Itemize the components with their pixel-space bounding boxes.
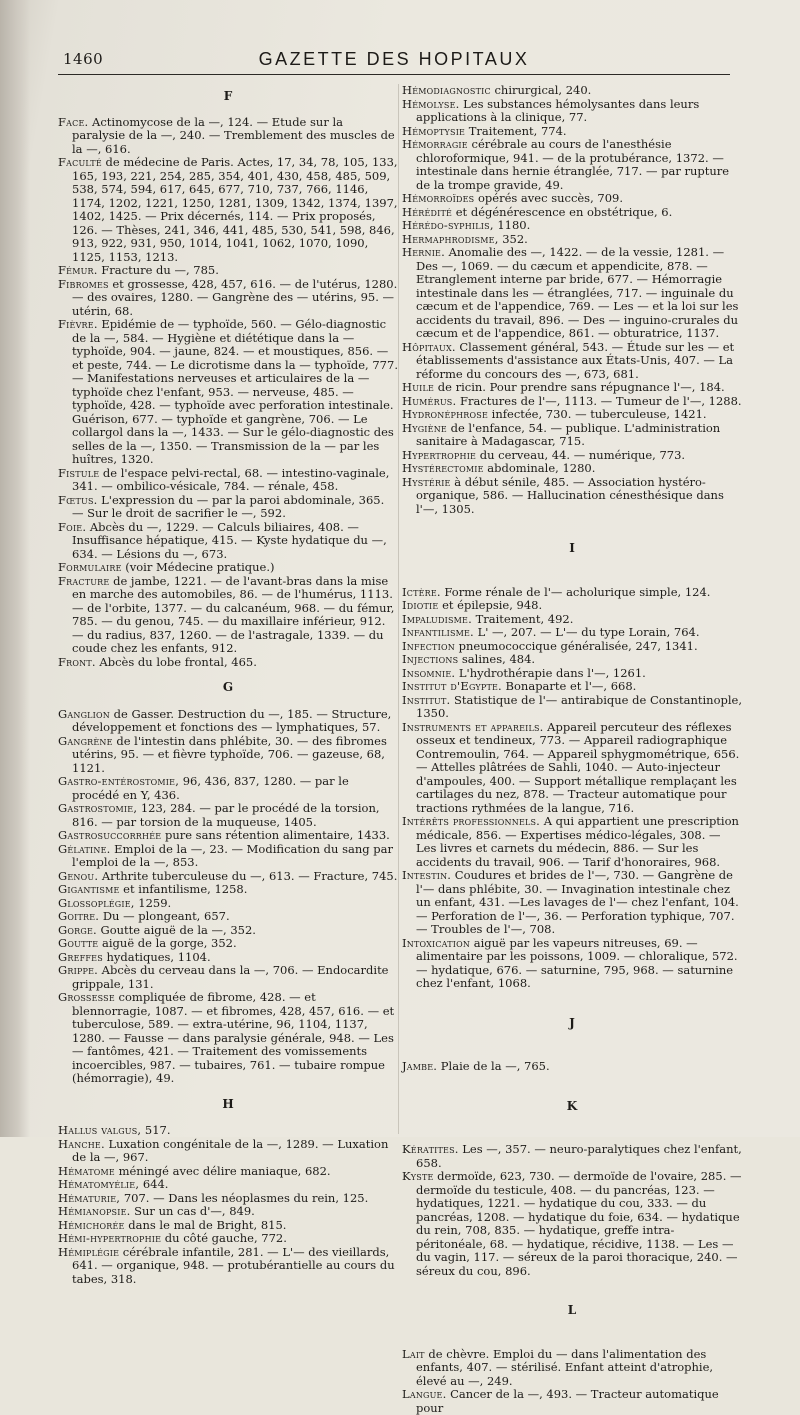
index-term: Foie. — [58, 519, 87, 534]
index-entry — [402, 422, 742, 449]
index-references: et grossesse, 428, 457, 616. — de l'utérus, 1280. — des ovaires, 1280. — Gangrène des — utérins, 95. — utérin, 68. — [72, 276, 398, 318]
index-entry — [402, 1170, 742, 1278]
index-references: chirurgical, 240. — [490, 83, 592, 97]
index-entry — [402, 680, 742, 694]
index-term: Fœtus. — [58, 492, 98, 507]
index-term: Hémi-hypertrophie — [58, 1231, 162, 1245]
index-term: Hémianopsie. — [58, 1204, 131, 1218]
index-references: cérébrale infantile, 281. — L'— des vieillards, 641. — organique, 948. — protubérantielle au cours du tabes, 318. — [72, 1244, 395, 1286]
index-entry — [58, 802, 398, 829]
index-term: Infantilisme. — [402, 625, 474, 639]
index-term: Ictère. — [402, 584, 441, 599]
index-references: Les —, 357. — neuro-paralytiques chez l'enfant, 658. — [416, 1142, 742, 1170]
index-references: Traitement, 774. — [465, 123, 567, 138]
index-references: dans le mal de Bright, 815. — [124, 1217, 287, 1232]
index-term: Hémorroïdes — [402, 191, 475, 205]
index-references: de jambe, 1221. — de l'avant-bras dans la mise en marche des automobiles, 86. — de l'humérus, 1113. — de l'orbite, 1377. — du calcanéum, 968. — du fémur, 785. — du genou, 745. — du maxillaire inférieur, 912. — du radius, 837, 1260. — de l'astragale, 1339. — du coude chez les enfants, 912. — [72, 573, 395, 655]
index-term: Fistule — [58, 465, 100, 480]
index-references: Goutte aiguë de la —, 352. — [96, 922, 256, 937]
index-term: Hémorragie — [402, 137, 468, 151]
index-references: et infantilisme, 1258. — [119, 882, 248, 896]
index-references: dermoïde, 623, 730. — dermoïde de l'ovaire, 285. — dermoïde du testicule, 408. — du pancréas, 123. — hydatiques, 1221. — hydatique du cou, 333. — du pancréas, 1208. — hydatique du foie, 634. — hydatique du rein, 708, 835. — hydatique, greffe intra-péritonéale, 68. — hydatique, récidive, 1138. — Les — du vagin, 117. — séreux de la paroi thoracique, 240. — séreux du cou, 896. — [416, 1169, 742, 1278]
index-term: Hémiplégie — [58, 1244, 120, 1259]
index-term: Grossesse — [58, 990, 115, 1004]
index-entry — [402, 721, 742, 816]
index-term: Hystérie — [402, 474, 451, 489]
index-entry — [58, 964, 398, 991]
index-references: Bonaparte et l'—, 668. — [501, 679, 637, 693]
section-letter: G — [222, 680, 234, 694]
index-references: méningé avec délire maniaque, 682. — [114, 1163, 331, 1178]
section-letter: J — [569, 1015, 575, 1030]
index-term: Front. — [58, 654, 96, 669]
index-entry — [58, 991, 398, 1086]
index-term: Intestin. — [402, 868, 452, 882]
index-term: Gigantisme — [58, 882, 120, 896]
index-references: de ricin. Pour prendre sans répugnance l'—, 184. — [434, 380, 725, 394]
index-references: de l'espace pelvi-rectal, 68. — intestino-vaginale, 341. — ombilico-vésicale, 784. — rénale, 458. — [72, 465, 390, 493]
index-entry — [58, 116, 398, 157]
index-references: 123, 284. — par le procédé de la torsion, 816. — par torsion de la muqueuse, 1405. — [72, 801, 380, 829]
index-term: Injections — [402, 652, 459, 666]
index-term: Jambe. — [402, 1059, 438, 1073]
index-references: 1180. — [493, 218, 531, 232]
index-entry — [402, 599, 742, 613]
index-term: Gastro-entérostomie, — [58, 774, 180, 788]
index-term: Hygiène — [402, 420, 447, 435]
running-title: GAZETTE DES HOPITAUX — [258, 49, 530, 69]
index-entry — [402, 408, 742, 422]
index-term: Hydronéphrose — [402, 407, 489, 421]
index-references: compliquée de fibrome, 428. — et blennorragie, 1087. — et fibromes, 428, 457, 616. — et tuberculose, 589. — extra-utérine, 96, 1104, 1137, 1280. — Fausse — dans paralysie générale, 948. — Les — fantômes, 421. — Traitement des vomissements incoercibles, 987. — tubaires, 761. — tubaire rompue (hémorragie), 49. — [72, 990, 395, 1085]
index-entry — [402, 815, 742, 869]
index-references: Les substances hémolysantes dans leurs applications à la clinique, 77. — [416, 96, 700, 124]
index-term: Humérus. — [402, 393, 457, 408]
index-entry — [58, 278, 398, 319]
index-column-right — [402, 84, 742, 1415]
index-term: Hématurie, — [58, 1190, 121, 1205]
index-references: Emploi de la —, 23. — Modification du sang par l'emploi de la —, 853. — [72, 841, 393, 869]
index-references: Appareil percuteur des réflexes osseux et tendineux, 773. — Appareil radiographique Contremoulin, 764. — Appareil sphygmométrique, 656. — Attelles plâtrées de Sahli, 1040. — Auto-injecteur d'ampoules, 400. — Support métallique remplaçant les cartilages du nez, 878. — Tracteur automatique pour tractions rythmées de la langue, 716. — [416, 719, 740, 815]
index-term: Hérédo-syphilis, — [402, 218, 494, 232]
index-entry — [58, 910, 398, 924]
index-references: de l'enfance, 54. — publique. L'administration sanitaire à Madagascar, 715. — [416, 420, 721, 448]
index-references: 96, 436, 837, 1280. — par le procédé en Y, 436. — [72, 774, 349, 802]
index-entry — [58, 870, 398, 884]
index-entry — [402, 206, 742, 220]
index-entry — [402, 640, 742, 654]
index-entry — [58, 843, 398, 870]
index-entry — [58, 775, 398, 802]
index-term: Kyste — [402, 1169, 434, 1183]
index-entry — [58, 1178, 398, 1192]
index-term: Hématome — [58, 1163, 115, 1178]
index-references: de l'intestin dans phlébite, 30. — des fibromes utérins, 95. — et fièvre typhoïde, 706. — gazeuse, 68, 1121. — [72, 733, 387, 775]
section-letter: H — [222, 1096, 234, 1111]
index-entry — [402, 395, 742, 409]
index-references: 517. — [141, 1123, 171, 1137]
index-term: Grippe. — [58, 963, 99, 977]
index-entry — [402, 626, 742, 640]
index-term: Gastrosuccorrhée — [58, 828, 162, 842]
index-term: Institut. — [402, 692, 451, 707]
index-references: A qui appartient une prescription médicale, 856. — Expertises médico-légales, 308. — Les livres et carnets du médecin, 886. — Sur les accidents du travail, 906. — Tarif d'honoraires, 968. — [416, 814, 739, 869]
index-term: Goutte — [58, 936, 99, 950]
column-divider — [398, 84, 399, 1134]
index-references: 707. — Dans les néoplasmes du rein, 125. — [120, 1190, 369, 1205]
index-term: Infection — [402, 638, 455, 653]
index-term: Lait — [402, 1346, 425, 1361]
index-entry — [58, 897, 398, 911]
index-references: Anomalie des —, 1422. — de la vessie, 1281. — Des —, 1069. — du cæcum et appendicite, 878. — Etranglement interne par bride, 677. — Hémorragie intestinale dans les — étranglées, 717. — inguinale du cæcum et de l'appendice, 769. — Les — et la loi sur les accidents du travail, 896. — Des — inguino-crurales du cæcum et de l'appendice, 861. — obturatrice, 1137. — [416, 245, 739, 340]
index-entry — [58, 494, 398, 521]
index-entry — [58, 1138, 398, 1165]
index-entry — [58, 829, 398, 843]
index-entry — [402, 613, 742, 627]
index-entry — [402, 219, 742, 233]
index-entry — [58, 561, 398, 575]
index-references: (voir Médecine pratique.) — [121, 560, 275, 574]
index-entry — [402, 84, 742, 98]
index-entry — [402, 233, 742, 247]
index-references: Luxation congénitale de la —, 1289. — Luxation de la —, 967. — [72, 1136, 389, 1164]
index-references: salines, 484. — [458, 652, 536, 666]
index-references: Forme rénale de l'— acholurique simple, 124. — [440, 584, 711, 599]
index-term: Fracture — [58, 573, 110, 588]
index-entry — [58, 1205, 398, 1219]
index-entry — [402, 937, 742, 991]
index-references: à début sénile, 485. — Association hystéro-organique, 586. — Hallucination cénesthésique dans l'—, 1305. — [416, 474, 724, 516]
index-term: Hystérectomie — [402, 461, 484, 475]
index-references: Classement général, 543. — Étude sur les — et établissements d'assistance aux États-Unis, 407. — La réforme du concours des —, 673, 681. — [416, 339, 735, 381]
index-term: Instruments et appareils. — [402, 719, 544, 734]
index-entry — [402, 138, 742, 192]
index-term: Hématomyélie, — [58, 1177, 140, 1191]
index-entry — [402, 125, 742, 139]
index-entry — [58, 735, 398, 776]
index-term: Huile — [402, 380, 435, 394]
index-term: Hémichorée — [58, 1217, 125, 1232]
index-term: Fièvre. — [58, 317, 98, 331]
index-entry — [58, 575, 398, 656]
index-term: Hémoptysie — [402, 123, 466, 138]
index-references: Fracture du —, 785. — [97, 263, 219, 277]
index-references: pure sans rétention alimentaire, 1433. — [161, 828, 390, 842]
index-entry — [402, 192, 742, 206]
index-term: Goitre. — [58, 909, 100, 923]
index-references: de chèvre. Emploi du — dans l'alimentation des enfants, 407. — stérilisé. Enfant atteint d'atrophie, élevé au —, 249. — [416, 1346, 714, 1388]
index-term: Kératites. — [402, 1142, 459, 1156]
index-entry — [58, 1165, 398, 1179]
index-references: aiguë par les vapeurs nitreuses, 69. — alimentaire par les poissons, 1009. — chloralique, 572. — hydatique, 676. — saturnine, 795, 968. — saturnine chez l'enfant, 1068. — [416, 935, 738, 990]
index-term: Ganglion — [58, 706, 110, 721]
index-references: Arthrite tuberculeuse du —, 613. — Fracture, 745. — [98, 868, 398, 883]
index-references: hydatiques, 1104. — [102, 949, 211, 964]
index-entry — [58, 951, 398, 965]
index-term: Greffes — [58, 949, 103, 964]
index-references: Fractures de l'—, 1113. — Tumeur de l'—, 1288. — [456, 393, 742, 408]
index-references: 352. — [498, 231, 528, 246]
index-references: Coudures et brides de l'—, 730. — Gangrène de l'— dans phlébite, 30. — Invagination intestinale chez un enfant, 431. —Les lavages de l'— chez l'enfant, 104. — Perforation de l'—, 36. — Perforation typhique, 707. — Troubles de l'—, 708. — [416, 868, 739, 936]
index-references: Traitement, 492. — [471, 611, 574, 626]
index-entry — [402, 341, 742, 382]
index-references: Plaie de la —, 765. — [437, 1059, 550, 1073]
index-term: Gangrène — [58, 733, 113, 748]
index-references: du cerveau, 44. — numérique, 773. — [476, 447, 686, 462]
index-entry — [58, 1232, 398, 1246]
index-term: Hérédité — [402, 204, 453, 219]
index-references: Epidémie de — typhoïde, 560. — Gélo-diagnostic de la —, 584. — Hygiène et diététique dans la — typhoïde, 904. — jaune, 824. — et moustiques, 856. — et peste, 744. — Le dicrotisme dans la — typhoïde, 777. — Manifestations nerveuses et articulaires de la — typhoïde chez l'enfant, 953. — nerveuse, 485. — typhoïde, 428. — typhoïde avec perforation intestinale. Guérison, 677. — typhoïde et gangrène, 706. — Le collargol dans la —, 1433. — Sur le gélo-diagnostic des selles de la —, 1350. — Transmission de la — par les huîtres, 1320. — [72, 317, 398, 466]
index-references: aiguë de la gorge, 352. — [98, 936, 237, 950]
index-references: L' —, 207. — L'— du type Lorain, 764. — [473, 625, 700, 639]
index-term: Face. — [58, 114, 89, 129]
index-term: Fémur. — [58, 263, 98, 277]
index-term: Hémodiagnostic — [402, 83, 491, 97]
index-entry — [58, 656, 398, 670]
section-letter: F — [223, 89, 233, 103]
index-entry — [402, 476, 742, 517]
index-term: Hermaphrodisme, — [402, 231, 499, 246]
index-term: Hémolyse. — [402, 96, 460, 111]
index-term: Impaludisme. — [402, 611, 472, 626]
index-references: Abcès du lobe frontal, 465. — [95, 654, 257, 669]
index-term: Hallus valgus, — [58, 1123, 142, 1137]
section-letter: L — [567, 1303, 577, 1317]
index-term: Institut d'Egypte. — [402, 679, 502, 693]
index-term: Fibromes — [58, 276, 109, 291]
index-references: opérés avec succès, 709. — [474, 191, 624, 205]
page-header — [58, 48, 730, 75]
index-entry — [402, 653, 742, 667]
index-entry — [58, 264, 398, 278]
index-references: Actinomycose de la —, 124. — Etude sur la paralysie de la —, 240. — Tremblement des muscles de la —, 616. — [72, 114, 395, 156]
index-entry — [402, 586, 742, 600]
index-entry — [58, 708, 398, 735]
index-term: Hypertrophie — [402, 447, 477, 462]
index-entry — [58, 318, 398, 467]
index-references: Sur un cas d'—, 849. — [130, 1204, 255, 1218]
index-term: Insomnie. — [402, 665, 456, 680]
index-entry — [402, 98, 742, 125]
index-term: Gorge. — [58, 922, 97, 937]
index-term: Idiotie — [402, 598, 439, 612]
index-references: Du — plongeant, 657. — [99, 909, 230, 923]
index-entry — [402, 381, 742, 395]
index-entry — [402, 462, 742, 476]
index-references: de Gasser. Destruction du —, 185. — Structure, développement et fonctions des — lymphatiques, 57. — [72, 706, 392, 734]
index-references: cérébrale au cours de l'anesthésie chloroformique, 941. — de la protubérance, 1372. — intestinale dans hernie étranglée, 717. — par rupture de la trompe gravide, 49. — [416, 137, 730, 192]
index-term: Hôpitaux. — [402, 339, 456, 354]
index-entry — [58, 1124, 398, 1138]
index-references: 1259. — [134, 895, 172, 910]
section-letter: I — [569, 541, 575, 555]
index-entry — [402, 694, 742, 721]
index-entry — [402, 869, 742, 937]
index-references: 644. — [139, 1177, 169, 1191]
index-entry — [58, 883, 398, 897]
index-entry — [58, 156, 398, 264]
section-letter: K — [566, 1098, 578, 1113]
index-references: L'expression du — par la paroi abdominale, 365. — Sur le droit de sacrifier le —, 592. — [72, 492, 385, 520]
index-term: Hanche. — [58, 1136, 105, 1151]
index-references: abdominale, 1280. — [483, 461, 596, 475]
index-column-left — [58, 84, 398, 1286]
index-entry — [402, 449, 742, 463]
index-entry — [58, 467, 398, 494]
index-entry — [402, 1348, 742, 1389]
index-entry — [58, 1219, 398, 1233]
index-entry — [58, 937, 398, 951]
index-entry — [402, 1388, 742, 1415]
index-entry — [58, 1192, 398, 1206]
index-entry — [402, 667, 742, 681]
index-entry — [402, 1143, 742, 1170]
index-term: Genou. — [58, 868, 99, 883]
index-references: Abcès du cerveau dans la —, 706. — Endocardite grippale, 131. — [72, 963, 389, 991]
index-references: Statistique de l'— antirabique de Constantinople, 1350. — [416, 692, 743, 720]
index-term: Faculté — [58, 155, 102, 169]
index-entry — [402, 1060, 742, 1074]
index-references: et dégénérescence en obstétrique, 6. — [452, 204, 673, 219]
index-term: Intérêts professionnels. — [402, 814, 541, 828]
index-references: pneumococcique généralisée, 247, 1341. — [454, 638, 698, 653]
index-term: Hernie. — [402, 245, 445, 259]
index-references: de médecine de Paris. Actes, 17, 34, 78, 105, 133, 165, 193, 221, 254, 285, 354, 401, 430, 458, 485, 509, 538, 574, 594, 617, 645, 677, 710, 737, 766, 1146, 1174, 1202, 1221, 1250, 1281, 1309, 1342, 1374, 1397, 1402, 1425. — Prix décernés, 114. — Prix proposés, 126. — Thèses, 241, 346, 441, 485, 530, 541, 598, 846, 913, 922, 931, 950, 1014, 1041, 1062, 1070, 1090, 1125, 1153, 1213. — [72, 155, 398, 264]
binding-shadow — [0, 0, 30, 1137]
index-entry — [58, 521, 398, 562]
index-term: Gastrostomie, — [58, 801, 138, 815]
index-term: Langue. — [402, 1387, 447, 1401]
index-references: Abcès du —, 1229. — Calculs biliaires, 408. — Insuffisance hépatique, 415. — Kyste hydatique du —, 634. — Lésions du —, 673. — [72, 519, 387, 561]
index-references: Cancer de la —, 493. — Tracteur automatique pour — [416, 1387, 719, 1415]
index-term: Formulaire — [58, 560, 122, 574]
index-references: du côté gauche, 772. — [161, 1231, 287, 1245]
index-entry — [402, 246, 742, 341]
index-term: Intoxication — [402, 935, 471, 950]
index-references: L'hydrothérapie dans l'—, 1261. — [455, 665, 646, 680]
index-entry — [58, 1246, 398, 1287]
index-term: Glossoplégie, — [58, 895, 135, 910]
index-references: et épilepsie, 948. — [438, 598, 543, 612]
index-entry — [58, 924, 398, 938]
index-references: infectée, 730. — tuberculeuse, 1421. — [488, 407, 707, 421]
index-term: Gélatine. — [58, 841, 111, 856]
page-number: 1460 — [63, 50, 104, 68]
